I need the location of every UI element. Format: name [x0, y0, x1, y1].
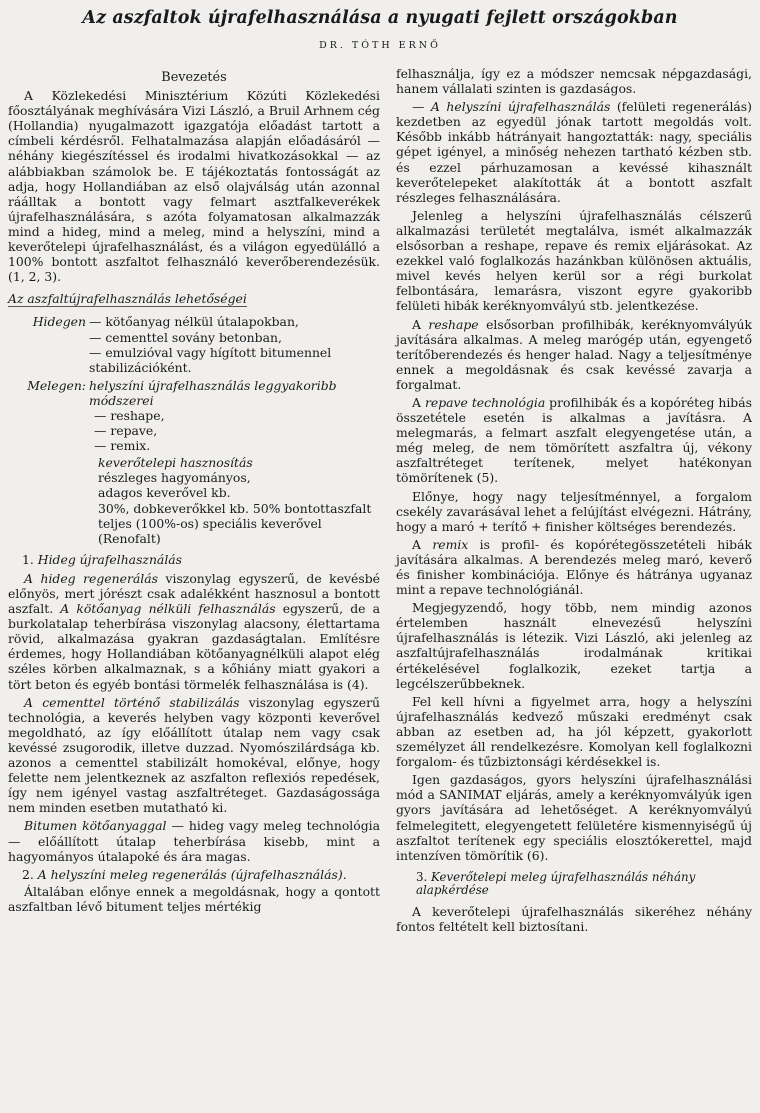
paragraph-text: (felületi regenerálás) kezdetben az egyedül jónak tartott megoldás volt. Később inkább hátrányait hangoztatták: nagy, speciális gépet igényel, a minőség nehezen tartható kézben stb. és ezzel párhuzamosan a kevéssé kihasznált keverőtelepeket alakították át a bontott aszfalt részleges felhasználására.: [396, 99, 752, 205]
paragraph-text: A: [412, 536, 433, 552]
cold-item: — emulzióval vagy hígított bitumennel stabilizációként.: [89, 344, 332, 375]
left-column: [8, 66, 380, 917]
cold-row-1: [8, 314, 380, 329]
paragraph: [396, 99, 752, 205]
warm-label: Melegen:: [27, 377, 86, 393]
paragraph: Előnye, hogy nagy teljesítménnyel, a forgalom csekély zavarásával lehet a felújítást elvégezni. Hátrány, hogy a maró + terítő + finisher költséges berendezés.: [396, 488, 752, 534]
dash: —: [412, 99, 431, 115]
paragraph: [8, 695, 380, 816]
spacer: [8, 330, 89, 345]
plant-item: részleges hagyományos,: [98, 470, 251, 486]
right-column: [396, 66, 752, 937]
possibilities-heading-wrap: [8, 288, 380, 311]
paragraph-text: viszonylag egyszerű, de kevésbé előnyös, mert jórészt csak adalékként hasznosul a bontott aszfalt.: [8, 570, 380, 617]
section-3-number: 3.: [416, 869, 428, 884]
paragraph: [8, 818, 380, 863]
paragraph: [8, 571, 380, 692]
lead-term: A kötőanyag nélküli felhasználás: [60, 601, 276, 617]
warm-list: [8, 378, 380, 546]
cold-list: [8, 314, 380, 374]
section-2-title: A helyszíni meleg regenerálás (újrafelhasználás).: [37, 866, 347, 882]
section-1-number: 1.: [22, 551, 34, 567]
plant-item: 30%, dobkeverőkkel kb. 50% bontottaszfalt: [98, 500, 372, 516]
warm-row-1: [8, 378, 380, 408]
cold-item: — kötőanyag nélkül útalapokban,: [89, 314, 299, 330]
paragraph: Fel kell hívni a figyelmet arra, hogy a helyszíni újrafelhasználás kedvező műszaki eredményt csak abban az esetben ad, ha jól képzett, gyakorlott személyzet áll rendelkezésre. Komolyan kell foglalkozni forgalom- és tűzbiztonsági kérdésekkel is.: [396, 693, 752, 770]
paragraph: [396, 395, 752, 486]
section-2-number: 2.: [22, 866, 34, 882]
lead-term: A helyszíni újrafelhasználás: [430, 99, 611, 115]
cold-row-3: [8, 345, 380, 375]
paragraph: [396, 537, 752, 597]
section-2-heading: [22, 867, 380, 882]
paragraph-text: is profil- és kopórétegösszetételi hibák javítására alkalmas. A berendezés meleg maró, keverő és finisher kombinációja. Előnye és hátránya ugyanaz mint a repave technológiánál.: [396, 536, 753, 598]
author-line: DR. TÓTH ERNŐ: [319, 40, 441, 51]
spacer: [8, 345, 89, 375]
section-1-title: Hideg újrafelhasználás: [37, 551, 183, 567]
article-title: Az aszfaltok újrafelhasználása a nyugati fejlett országokban: [82, 8, 678, 28]
intro-paragraph: A Közlekedési Minisztérium Közúti Közlekedési főosztályának meghívására Vizi László, a Bruil Arhnem cég (Hollandia) nyugalmazott igazgatója előadást tartott a címbeli kérdésről. Felhatalmazása alapján előadásáról — néhány kiegészítéssel és irodalmi hivatkozásokkal — az alábbiakban számolok be. E tájékoztatás fontosságát az adja, hogy Hollandiában az első olajválság után azonnal ráálltak a bontott vagy felmart asztfalkeverékek újrafelhasználására, s azóta folyamatosan alkalmazzák mind a hideg, mind a meleg, mind a helyszíni, mind a keverőtelepi újrafelhasználást, és a világon egyedülálló a 100% bontott aszfaltot felhasználó keverőberendezésük. (1, 2, 3).: [8, 88, 380, 285]
warm-item: — repave,: [94, 423, 158, 439]
lead-term: Bitumen kötőanyaggal: [24, 818, 167, 834]
paragraph-text: A: [412, 394, 425, 410]
cold-item: — cementtel sovány betonban,: [89, 329, 282, 345]
paragraph: [396, 317, 752, 392]
section-3-title: Keverőtelepi meleg újrafelhasználás néhány alapkérdése: [416, 869, 696, 898]
section-1-heading: [22, 552, 380, 567]
cold-row-2: [8, 330, 380, 345]
paragraph-text: elsősorban profilhibák, keréknyomvályúk javítására alkalmas. A meleg marógép után, egyengető terítőberendezés és henger halad. Nagy a teljesítménye ennek a megoldásnak és csak kevéssé zavarja a forgalmat.: [396, 316, 752, 392]
paragraph-text: viszonylag egyszerű technológia, a keverés helyben vagy központi keverővel megoldható, az így előállított útalap nem vagy csak kevéssé zsugorodik, illetve duzzad. Nyomószilárdsága kb. azonos a cementtel stabilizált homokéval, előnye, hogy felette nem jelentkeznek az aszfalton reflexiós repedések, így nem igényel vastag aszfaltréteget. Gazdaságossága nem minden esetben mutatható ki.: [8, 694, 380, 816]
lead-term: A cementtel történő stabilizálás: [24, 694, 240, 710]
lead-term: A hideg regenerálás: [24, 570, 158, 586]
intro-heading: Bevezetés: [161, 70, 227, 85]
paragraph-text: — hideg vagy meleg technológia — előállított útalap teherbírása kisebb, mint a hagyományos útalapoké és ára magas.: [8, 818, 380, 864]
warm-item: — remix.: [94, 438, 151, 454]
paragraph-text: A: [412, 316, 429, 332]
plant-item: teljes (100%-os) speciális keverővel (Renofalt): [98, 515, 322, 546]
paragraph: A keverőtelepi újrafelhasználás sikeréhez néhány fontos feltételt kell biztosítani.: [396, 903, 752, 934]
warm-item: — reshape,: [94, 407, 165, 423]
paragraph: Jelenleg a helyszíni újrafelhasználás célszerű alkalmazási területét megtalálva, ismét alkalmazzák elsősorban a reshape, repave és remix eljárásokat. Az ezekkel való foglalkozás hazánkban különösen aktuális, mivel kevés helyen kerül sor a régi burkolat felbontására, lemarásra, viszont egyre gyakoribb felületi hibák keréknyomvályú stb. jelentkezése.: [396, 207, 752, 314]
plant-heading: keverőtelepi hasznosítás: [98, 455, 253, 471]
lead-term: repave technológia: [424, 394, 546, 410]
cold-label: Hidegen: [32, 314, 86, 330]
possibilities-heading: Az aszfaltújrafelhasználás lehetőségei: [8, 291, 247, 307]
warm-line: helyszíni újrafelhasználás leggyakoribb módszerei: [89, 377, 337, 408]
paragraph: Megjegyzendő, hogy több, nem mindig azonos értelemben használt elnevezésű helyszíni újrafelhasználás is létezik. Vizi László, aki jelenleg az aszfaltújrafelhasználás irodalmának kritikai értékelésével foglalkozik, ezeket tartja a legcélszerűbbeknek.: [396, 600, 752, 691]
paragraph: Igen gazdaságos, gyors helyszíni újrafelhasználási mód a SANIMAT eljárás, amely a keréknyomvályúk igen gyors javítására ad lehetőséget. A keréknyomvályú felmelegitett, elegyengetett felületére kismennyiségű új aszfaltot terítenek egy speciális elosztókerettel, majd intenzíven tömörítik (6).: [396, 772, 752, 863]
paragraph-text: egyszerű, de a burkolatalap teherbírása viszonylag alacsony, élettartama rövid, alkalmazása gyakran gazdaságtalan. Említésre érdemes, hogy Hollandiában kötőanyagnélküli alapot elég széles körben alkalmaznak, s a kőhiány miatt gyakori a tört beton és egyéb bontási törmelék felhasználása is (4).: [8, 601, 380, 692]
section-3-heading: [416, 871, 752, 898]
plant-item: adagos keverővel kb.: [98, 485, 231, 501]
lead-term: reshape: [428, 316, 479, 332]
paragraph: felhasználja, így ez a módszer nemcsak népgazdasági, hanem vállalati szinten is gazdaságos.: [396, 66, 752, 97]
paragraph-text: profilhibák és a kopóréteg hibás összetétele esetén is alkalmas a javításra. A melegmarás, a felmart aszfalt elegyengetése után, a még meleg, de nem tömörített aszfaltra új, vékony aszfaltréteget terítenek, melyet hatékonyan tömörítenek (5).: [396, 394, 752, 486]
lead-term: remix: [432, 536, 469, 552]
paragraph: Általában előnye ennek a megoldásnak, hogy a qontott aszfaltban lévő bitument teljes mértékig: [8, 883, 380, 914]
